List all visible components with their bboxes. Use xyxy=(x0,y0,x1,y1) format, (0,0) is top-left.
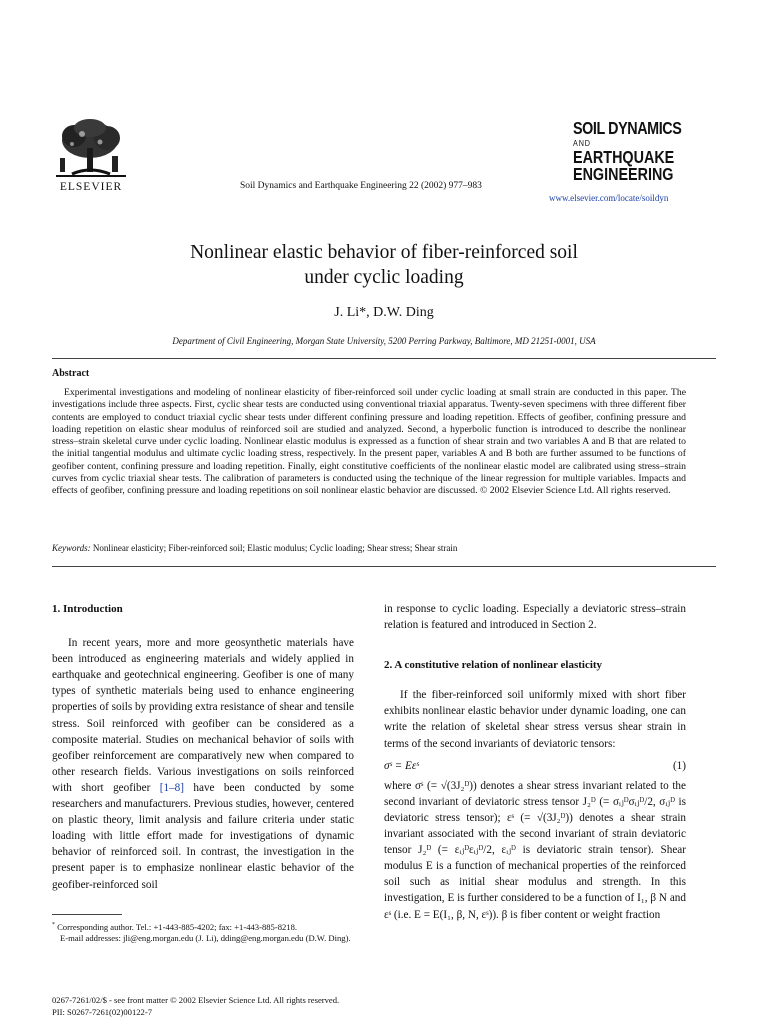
where-clause-part-1: where σˢ (= √(3J₂ᴰ)) denotes a shear stress invariant related to the second invariant of deviatoric stress tensor J₂ᴰ (= σᵢⱼᴰσᵢⱼᴰ/2, σᵢⱼᴰ is deviatoric stress tensor); εˢ (= √(3J₂ᴰ)) xyxy=(384,779,686,824)
section-1-paragraph xyxy=(52,635,354,893)
footnote-marker: * xyxy=(52,922,55,928)
title-line-1: Nonlinear elastic behavior of fiber-reinforced soil xyxy=(190,242,578,263)
equation-1-body: σˢ = Eεˢ xyxy=(384,759,419,772)
keywords xyxy=(52,543,686,553)
masthead-line-2: AND xyxy=(573,138,591,148)
footnote-emails: E-mail addresses: jli@eng.morgan.edu (J. Li), dding@eng.morgan.edu (D.W. Ding). xyxy=(60,932,351,943)
affiliation: Department of Civil Engineering, Morgan State University, 5200 Perring Parkway, Baltimore, MD 21251-0001, USA xyxy=(172,336,596,346)
left-column xyxy=(52,601,354,893)
keywords-text: Nonlinear elasticity; Fiber-reinforced soil; Elastic modulus; Cyclic loading; Shear stress; Shear strain xyxy=(92,543,458,553)
footnote-corresponding-author: Corresponding author. Tel.: +1-443-885-4202; fax: +1-443-885-8218. xyxy=(57,921,298,932)
intro-text-part-1: In recent years, more and more geosynthetic materials have been introduced as engineering materials and widely applied in earthquake and geotechnical engineering. Geofiber is one of many types of synthetic materials being used to enhance engineering properties of soils by providing extra resistance of shear and tensile stress. Soil reinforced with geofiber can be considered as a composite material. Studies on mechanical behavior of soils with geofiber reinforcement are comparatively new when compared to other research fields. Various investigations on soils reinforced with short geofiber xyxy=(52,637,354,794)
authors: J. Li*, D.W. Ding xyxy=(334,305,434,320)
title-line-2: under cyclic loading xyxy=(304,267,464,288)
footnote-line-1 xyxy=(52,920,357,933)
journal-masthead xyxy=(573,120,703,184)
publisher-name: ELSEVIER xyxy=(59,181,123,193)
footnote-divider xyxy=(52,914,122,915)
footer-line-2: PII: S0267-7261(02)00122-7 xyxy=(52,1007,153,1017)
section-2-paragraph: If the fiber-reinforced soil uniformly mixed with short fiber exhibits nonlinear elastic behavior under dynamic loading, one can write the relation of skeletal shear stress versus shear strain in terms of the second invariants of deviatoric tensors: xyxy=(384,689,686,750)
intro-text-part-2: have been conducted by some researchers and manufacturers. Previous studies, however, centered on plastic theory, limit analysis and failure criteria under static loading with little effort made for investigations of dynamic behavior of reinforced soil. In contrast, the investigation in the present paper is to emphasize nonlinear elastic behavior of the geofiber-reinforced soil xyxy=(52,781,355,891)
abstract-copyright: © 2002 Elsevier Science Ltd. All rights reserved. xyxy=(479,485,671,497)
footer-line-1: 0267-7261/02/$ - see front matter © 2002 Elsevier Science Ltd. All rights reserved. xyxy=(52,995,340,1005)
section-1-continuation: in response to cyclic loading. Especially a deviatoric stress–strain relation is featured and introduced in Section 2. xyxy=(384,603,686,632)
section-2-heading: 2. A constitutive relation of nonlinear elasticity xyxy=(384,659,603,672)
page-footer xyxy=(52,994,339,1018)
masthead-line-3: EARTHQUAKE xyxy=(573,146,675,167)
abstract-text: Experimental investigations and modeling of nonlinear elasticity of fiber-reinforced soil under cyclic loading at small strain are conducted in this paper. The investigations include three aspects. First, cyclic shear tests are conducted using conventional triaxial apparatus. Twenty-seven specimens with three different fiber contents are employed to conduct triaxial cyclic shear tests under different confining pressure and loading repetition. Effects of geofiber, confining pressure and loading repetition on elastic shear modulus of reinforced soil are studied and analyzed. Second, a hyperbolic function is introduced to describe the nonlinear stress–strain skeletal curve under cyclic loading. Nonlinear elastic modulus is expressed as a function of shear strain and two variables A and B that are related to the initial tangential modulus and ultimate cyclic loading stress, respectively. In the present paper, variables A and B both are further assumed to be functions of geofiber content, confining pressure and loading repetition. Finally, eight constitutive coefficients of the nonlinear elastic model are calibrated using stress–strain curves from cyclic triaxial shear tests. The calibration of parameters is conducted using the technique of the linear regression for multiple variables. Impacts and effects of geofiber, confining pressure and loading repetitions on soil nonlinear elastic behavior are discussed. xyxy=(52,387,686,497)
journal-citation: Soil Dynamics and Earthquake Engineering 22 (2002) 977–983 xyxy=(240,181,482,191)
equation-1-number: (1) xyxy=(672,759,686,772)
keywords-label: Keywords: xyxy=(52,543,91,553)
right-column xyxy=(384,601,686,923)
abstract-divider xyxy=(52,566,716,567)
section-1-heading: 1. Introduction xyxy=(52,603,123,615)
reference-link[interactable]: [1–8] xyxy=(159,781,184,794)
where-clause-part-2: denotes a shear strain invariant associated with the second invariant of strain deviatoric tensor J₂ᴰ (= εᵢⱼᴰεᵢⱼᴰ/2, εᵢⱼᴰ is deviatoric strain tensor). Shear modulus E is a function of mechanical properties of the reinforced soil such as initial shear modulus and strength. In this investigation, E is further considered to be a function of I₁, β N and εˢ (i.e. E = E(I₁, β, N, εˢ)). β is fiber content or weight fraction xyxy=(384,811,687,921)
article-title xyxy=(84,240,684,290)
footnote xyxy=(52,920,357,944)
masthead-line-4: ENGINEERING xyxy=(573,164,674,184)
where-clause xyxy=(384,778,686,923)
elsevier-tree-icon xyxy=(52,118,130,180)
elsevier-logo xyxy=(52,118,130,180)
masthead-line-1: SOIL DYNAMICS xyxy=(573,118,682,138)
journal-url-link[interactable]: www.elsevier.com/locate/soildyn xyxy=(549,193,669,203)
equation-1 xyxy=(384,758,686,774)
abstract-heading: Abstract xyxy=(52,368,90,379)
top-divider xyxy=(52,358,716,359)
abstract-body xyxy=(52,387,686,498)
